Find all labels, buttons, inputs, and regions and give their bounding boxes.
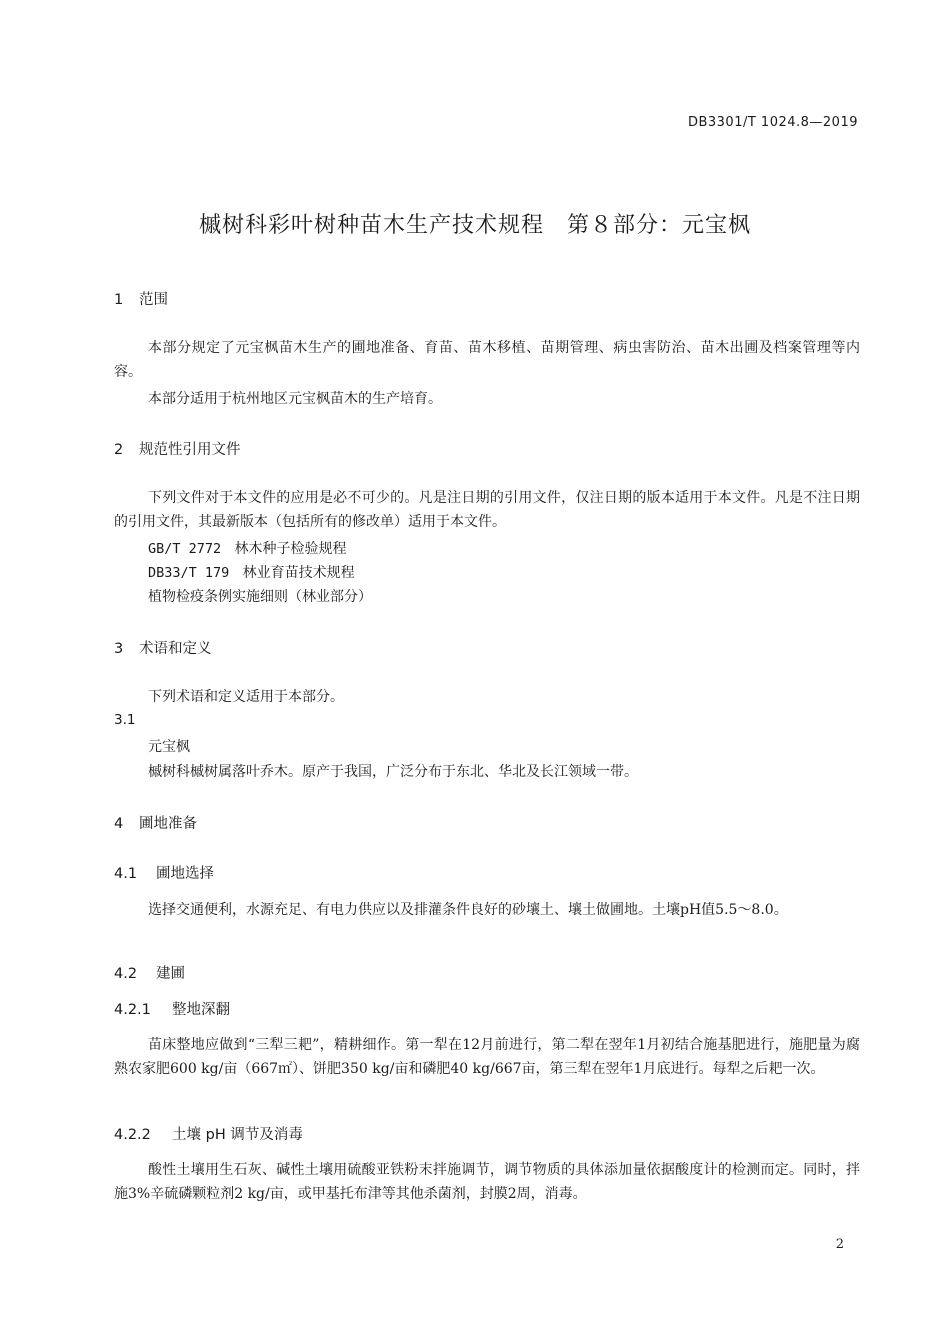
- subsection-title: 建圃: [156, 966, 185, 982]
- subsection-4-2-2-heading: [114, 1123, 303, 1144]
- section-1-paragraph-2: 本部分适用于杭州地区元宝枫苗木的生产培育。: [148, 391, 442, 407]
- term-number: 3.1: [114, 712, 136, 728]
- reference-item: [148, 538, 347, 558]
- section-number: 4: [114, 816, 124, 832]
- document-title: 槭树科彩叶树种苗木生产技术规程 第８部分：元宝枫: [198, 213, 751, 238]
- section-4-heading: [114, 812, 197, 833]
- page-number: 2: [835, 1237, 844, 1252]
- subsection-4-2-heading: [114, 962, 185, 983]
- section-1-heading: [114, 288, 168, 309]
- section-title: 范围: [139, 292, 168, 308]
- section-3-paragraph-1: 下列术语和定义适用于本部分。: [148, 689, 344, 705]
- section-number: 2: [114, 442, 124, 458]
- section-2-heading: [114, 438, 241, 459]
- term-definition: 槭树科槭树属落叶乔木。原产于我国，广泛分布于东北、华北及长江领域一带。: [148, 764, 638, 780]
- reference-item: [148, 562, 355, 582]
- section-number: 3: [114, 641, 124, 657]
- reference-name: 林业育苗技术规程: [242, 565, 355, 581]
- section-number: 1: [114, 292, 124, 308]
- section-title: 圃地准备: [139, 816, 197, 832]
- subsection-4-2-1-paragraph: 苗床整地应做到“三犁三耙”，精耕细作。第一犁在12月前进行，第二犁在翌年1月初结合施基肥进行，施肥量为腐熟农家肥600 kg/亩（667㎡）、饼肥350 kg/亩和磷肥40 kg/667亩，第三犁在翌年1月底进行。每犁之后耙一次。: [114, 1037, 860, 1077]
- reference-name: 植物检疫条例实施细则（林业部分）: [148, 589, 372, 605]
- subsection-title: 圃地选择: [156, 866, 214, 882]
- subsection-title: 整地深翻: [172, 1002, 230, 1018]
- reference-item: [148, 586, 372, 606]
- subsection-title: 土壤 pH 调节及消毒: [172, 1127, 303, 1143]
- subsection-number: 4.2: [114, 966, 138, 982]
- reference-name: 林木种子检验规程: [234, 541, 347, 557]
- subsection-4-2-2-paragraph: 酸性土壤用生石灰、碱性土壤用硫酸亚铁粉末拌施调节，调节物质的具体添加量依据酸度计的检测而定。同时，拌施3%辛硫磷颗粒剂2 kg/亩，或甲基托布津等其他杀菌剂，封膜2周，消毒。: [114, 1162, 860, 1202]
- subsection-4-1-paragraph: 选择交通便利，水源充足、有电力供应以及排灌条件良好的砂壤土、壤土做圃地。土壤pH值5.5～8.0。: [148, 902, 788, 918]
- standard-code: DB3301/T 1024.8—2019: [687, 115, 858, 130]
- section-3-heading: [114, 637, 212, 658]
- subsection-number: 4.1: [114, 866, 138, 882]
- subsection-number: 4.2.2: [114, 1127, 151, 1143]
- section-1-paragraph-1: 本部分规定了元宝枫苗木生产的圃地准备、育苗、苗木移植、苗期管理、病虫害防治、苗木出圃及档案管理等内容。: [114, 340, 860, 380]
- subsection-number: 4.2.1: [114, 1002, 151, 1018]
- term-name: 元宝枫: [148, 739, 190, 755]
- section-2-paragraph-1: 下列文件对于本文件的应用是必不可少的。凡是注日期的引用文件，仅注日期的版本适用于本文件。凡是不注日期的引用文件，其最新版本（包括所有的修改单）适用于本文件。: [114, 490, 860, 530]
- section-title: 规范性引用文件: [139, 442, 241, 458]
- reference-code: DB33/T 179: [148, 565, 230, 581]
- subsection-4-1-heading: [114, 862, 214, 883]
- reference-code: GB/T 2772: [148, 541, 222, 557]
- section-title: 术语和定义: [139, 641, 212, 657]
- subsection-4-2-1-heading: [114, 998, 230, 1019]
